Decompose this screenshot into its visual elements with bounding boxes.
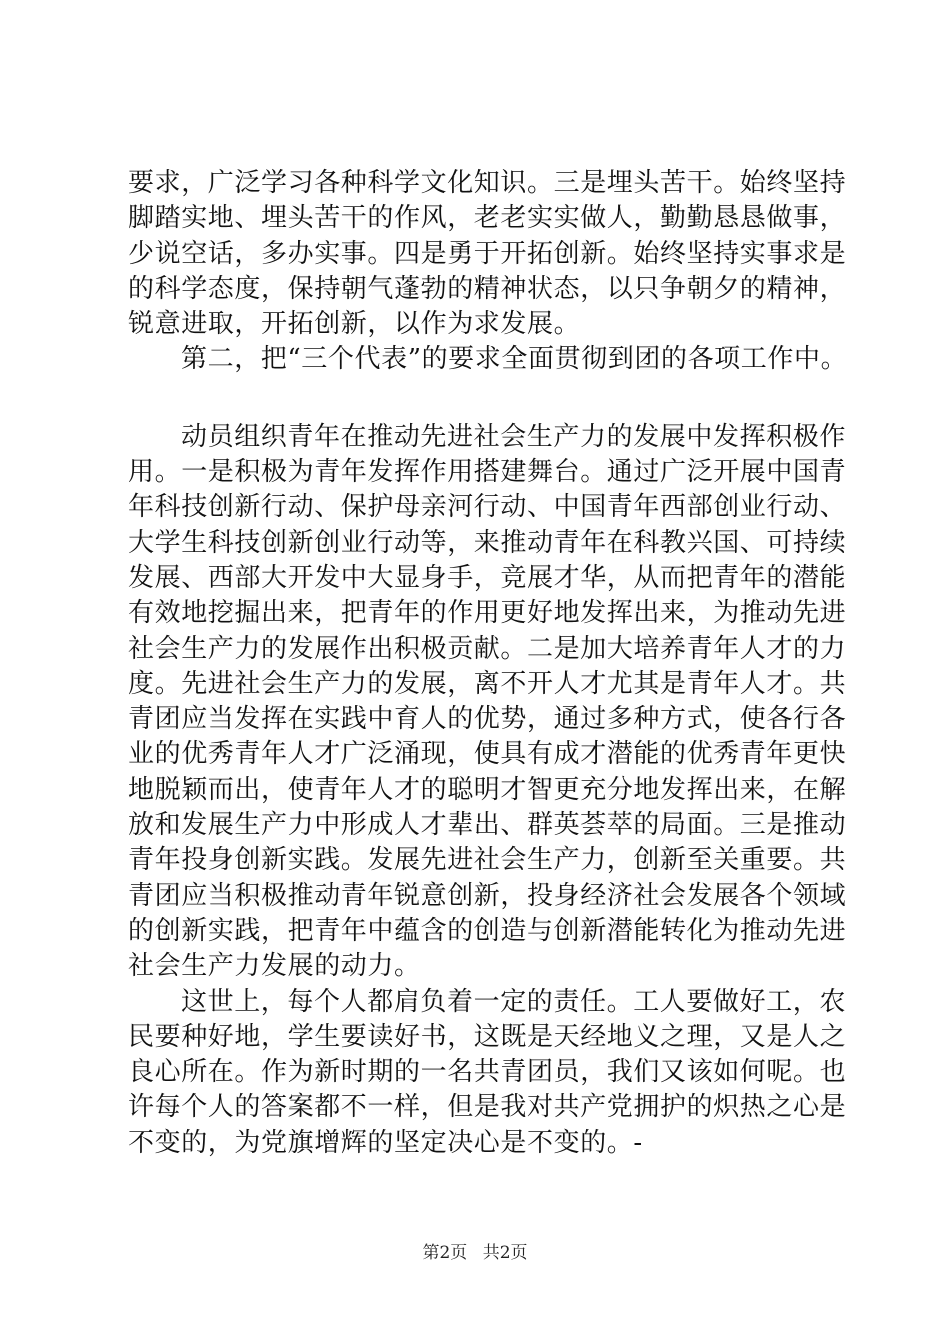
paragraph-productivity <box>128 420 847 985</box>
page-total: 共2页 <box>482 1243 528 1263</box>
page-number: 第2页 <box>422 1243 468 1263</box>
text-line: 少说空话，多办实事。四是勇于开拓创新。始终坚持实事求是 <box>128 238 847 269</box>
paragraph-spacer <box>128 378 828 420</box>
text-line: 的创新实践，把青年中蕴含的创造与创新潜能转化为推动先进 <box>128 915 847 946</box>
paragraph-responsibility <box>128 985 847 1161</box>
text-line: 业的优秀青年人才广泛涌现，使具有成才潜能的优秀青年更快 <box>128 739 847 770</box>
document-body <box>128 166 848 1161</box>
text-line: 社会生产力发展的动力。 <box>128 951 421 982</box>
text-line: 年科技创新行动、保护母亲河行动、中国青年西部创业行动、 <box>128 492 847 523</box>
section-heading: 第二，把“三个代表”的要求全面贯彻到团的各项工作中。 <box>181 344 848 375</box>
text-line: 有效地挖掘出来，把青年的作用更好地发挥出来，为推动先进 <box>128 598 847 629</box>
text-line: 发展、西部大开发中大显身手，竞展才华，从而把青年的潜能 <box>128 562 847 593</box>
page-footer <box>0 1241 950 1265</box>
text-line: 锐意进取，开拓创新，以作为求发展。 <box>128 309 581 340</box>
text-line: 用。一是积极为青年发挥作用搭建舞台。通过广泛开展中国青 <box>128 457 847 488</box>
text-line: 大学生科技创新创业行动等，来推动青年在科教兴国、可持续 <box>128 527 847 558</box>
text-line: 不变的，为党旗增辉的坚定决心是不变的。- <box>128 1127 643 1158</box>
text-line: 动员组织青年在推动先进社会生产力的发展中发挥积极作 <box>181 421 847 452</box>
text-line: 社会生产力的发展作出积极贡献。二是加大培养青年人才的力 <box>128 633 847 664</box>
text-line: 这世上，每个人都肩负着一定的责任。工人要做好工，农 <box>181 986 847 1017</box>
text-line: 青团应当积极推动青年锐意创新，投身经济社会发展各个领域 <box>128 880 847 911</box>
text-line: 青团应当发挥在实践中育人的优势，通过多种方式，使各行各 <box>128 704 847 735</box>
text-line: 许每个人的答案都不一样，但是我对共产党拥护的炽热之心是 <box>128 1092 847 1123</box>
text-line: 的科学态度，保持朝气蓬勃的精神状态，以只争朝夕的精神， <box>128 273 847 304</box>
text-line: 民要种好地，学生要读好书，这既是天经地义之理，又是人之 <box>128 1021 847 1052</box>
text-line: 地脱颖而出，使青年人才的聪明才智更充分地发挥出来，在解 <box>128 774 847 805</box>
continuation-paragraph <box>128 166 847 342</box>
text-line: 良心所在。作为新时期的一名共青团员，我们又该如何呢。也 <box>128 1057 847 1088</box>
text-line: 青年投身创新实践。发展先进社会生产力，创新至关重要。共 <box>128 845 847 876</box>
text-line: 要求，广泛学习各种科学文化知识。三是埋头苦干。始终坚持 <box>128 168 847 198</box>
text-line: 脚踏实地、埋头苦干的作风，老老实实做人，勤勤恳恳做事， <box>128 203 847 234</box>
text-line: 度。先进社会生产力的发展，离不开人才尤其是青年人才。共 <box>128 668 847 699</box>
text-line: 放和发展生产力中形成人才辈出、群英荟萃的局面。三是推动 <box>128 810 847 841</box>
